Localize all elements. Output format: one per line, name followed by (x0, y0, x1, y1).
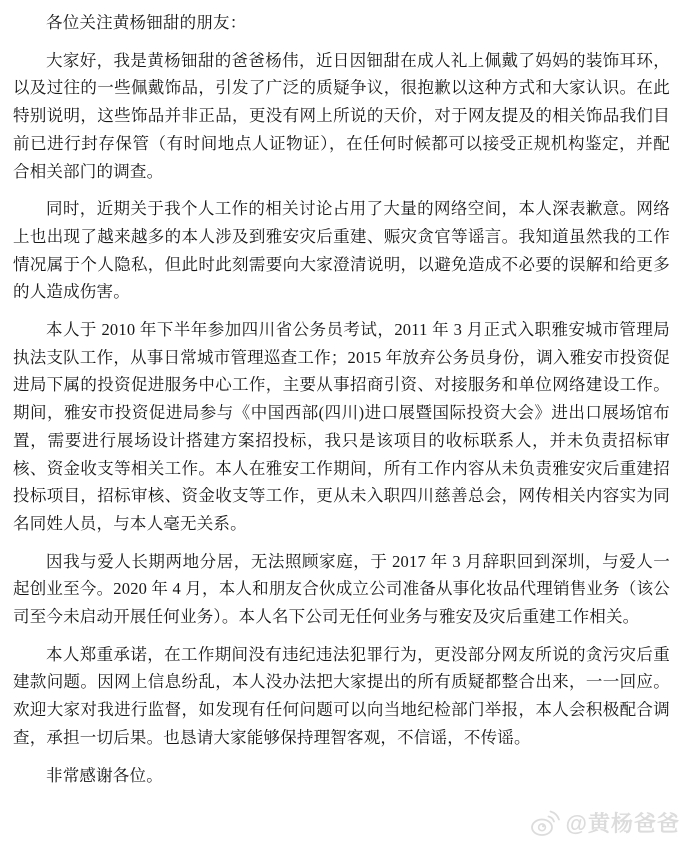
statement-paragraph: 因我与爱人长期两地分居，无法照顾家庭，于 2017 年 3 月辞职回到深圳，与爱人一起创业至今。2020 年 4 月，本人和朋友合伙成立公司准备从事化妆品代理销售业务（该公司至今未启动开展任何业务）。本人名下公司无任何业务与雅安及灾后重建工作相关。 (13, 551, 670, 627)
statement-paragraph: 本人于 2010 年下半年参加四川省公务员考试，2011 年 3 月正式入职雅安城市管理局执法支队工作，从事日常城市管理巡查工作；2015 年放弃公务员身份，调入雅安市投资促进局下属的投资促进服务中心工作，主要从事招商引资、对接服务和单位网络建设工作。期间，雅安市投资促进局参与《中国西部(四川)进口展暨国际投资大会》进出口展场馆布置，需要进行展场设计搭建方案招投标，我只是该项目的收标联系人，并未负责招标审核、资金收支等相关工作。本人在雅安工作期间，所有工作内容从未负责雅安灾后重建招投标项目，招标审核、资金收支等工作，更从未入职四川慈善总会，网传相关内容实为同名同姓人员，与本人毫无关系。 (13, 320, 670, 533)
watermark-handle: @黄杨爸爸 (565, 811, 680, 836)
weibo-icon (529, 808, 561, 838)
weibo-watermark (529, 807, 680, 838)
statement-paragraph: 本人郑重承诺，在工作期间没有违纪违法犯罪行为，更没部分网友所说的贪污灾后重建款问题。因网上信息纷乱，本人没办法把大家提出的所有质疑都整合出来，一一回应。欢迎大家对我进行监督，如发现有任何问题可以向当地纪检部门举报，本人会积极配合调查，承担一切后果。也恳请大家能够保持理智客观，不信谣，不传谣。 (13, 644, 670, 747)
statement-paragraph: 大家好，我是黄杨钿甜的爸爸杨伟，近日因钿甜在成人礼上佩戴了妈妈的装饰耳环，以及过往的一些佩戴饰品，引发了广泛的质疑争议，很抱歉以这种方式和大家认识。在此特别说明，这些饰品并非正品，更没有网上所说的天价，对于网友提及的相关饰品我们目前已进行封存保管（有时间地点人证物证），在任何时候都可以接受正规机构鉴定，并配合相关部门的调查。 (13, 50, 670, 181)
statement-paragraph: 同时，近期关于我个人工作的相关讨论占用了大量的网络空间，本人深表歉意。网络上也出现了越来越多的本人涉及到雅安灾后重建、赈灾贪官等谣言。我知道虽然我的工作情况属于个人隐私，但此时此刻需要向大家澄清说明，以避免造成不必要的误解和给更多的人造成伤害。 (13, 199, 670, 302)
closing-line: 非常感谢各位。 (46, 765, 163, 785)
salutation: 各位关注黄杨钿甜的朋友： (46, 13, 247, 32)
